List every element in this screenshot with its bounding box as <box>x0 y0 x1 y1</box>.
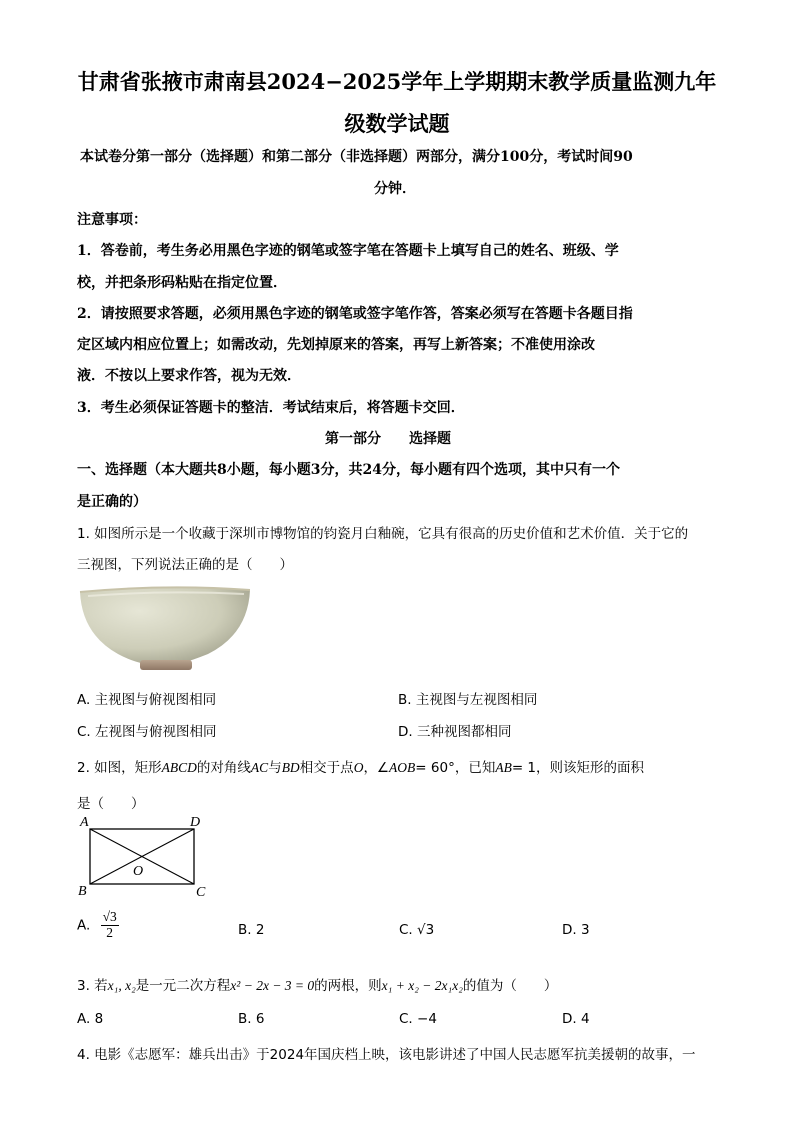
q3-text-2: 是一元二次方程 <box>135 978 231 994</box>
note-2-line-2: 定区域内相应位置上；如需改动，先划掉原来的答案，再写上新答案；不准使用涂改 <box>77 337 595 353</box>
note-3: 3．考生必须保证答题卡的整洁．考试结束后，将答题卡交回． <box>77 400 465 416</box>
note-2-line-3: 液．不按以上要求作答，视为无效． <box>77 368 301 384</box>
q3-option-c: C. −4 <box>399 1011 437 1027</box>
q3-stem <box>77 974 557 994</box>
q2-option-c: C. √3 <box>399 922 435 938</box>
q2-text-7: = 1，则该矩形的面积 <box>511 760 645 776</box>
q1-stem-line-2: 三视图，下列说法正确的是（ ） <box>77 557 293 573</box>
q2-text-6: = 60°，已知 <box>415 760 496 776</box>
q3-option-b: B. 6 <box>238 1011 265 1027</box>
q1-option-a: A. 主视图与俯视图相同 <box>77 692 217 708</box>
q2-option-a-numerator: √3 <box>102 909 117 924</box>
q2-option-b: B. 2 <box>238 922 265 938</box>
rectangle-diagram <box>72 812 212 902</box>
label-c: C <box>196 885 206 900</box>
q2-text-5: ，∠ <box>363 760 390 776</box>
intro-line-1: 本试卷分第一部分（选择题）和第二部分（非选择题）两部分，满分100分，考试时间90 <box>80 149 633 165</box>
q2-ac: AC <box>250 760 269 775</box>
label-o: O <box>133 864 144 879</box>
section-1-line-1: 一、选择题（本大题共8小题，每小题3分，共24分，每小题有四个选项，其中只有一个 <box>77 462 620 478</box>
bowl-photo <box>78 582 252 674</box>
q1-option-b: B. 主视图与左视图相同 <box>398 692 538 708</box>
label-d: D <box>190 815 201 830</box>
q1-option-d: D. 三种视图都相同 <box>398 724 512 740</box>
q2-ab: AB <box>495 760 512 775</box>
q3-equation: x² − 2x − 3 = 0 <box>230 978 315 993</box>
q3-expression: x₁ + x₂ − 2x₁x₂ <box>381 978 463 993</box>
section-1-line-2: 是正确的） <box>77 494 147 510</box>
q2-text-4: 相交于点 <box>299 760 354 776</box>
q3-option-a: A. 8 <box>77 1011 104 1027</box>
q2-option-a-fraction <box>101 910 119 941</box>
part-1-heading: 第一部分 选择题 <box>325 431 451 447</box>
q2-text-1: 2. 如图，矩形 <box>77 760 162 776</box>
title-line-1: 甘肃省张掖市肃南县2024−2025学年上学期期末教学质量监测九年 <box>77 69 717 94</box>
q3-vars: x₁, x₂ <box>107 978 136 993</box>
notes-heading: 注意事项： <box>77 212 147 228</box>
q2-o: O <box>353 760 364 775</box>
note-1-line-1: 1．答卷前，考生务必用黑色字迹的钢笔或签字笔在答题卡上填写自己的姓名、班级、学 <box>77 243 619 259</box>
title-line-2: 级数学试题 <box>344 111 450 136</box>
q4-stem-line-1: 4. 电影《志愿军：雄兵出击》于2024年国庆档上映，该电影讲述了中国人民志愿军抗美援朝的故事，一 <box>77 1047 696 1063</box>
q3-text-4: 的值为（ ） <box>462 978 558 994</box>
note-2-line-1: 2．请按照要求答题，必须用黑色字迹的钢笔或签字笔作答，答案必须写在答题卡各题目指 <box>77 306 633 322</box>
q2-stem-line-1 <box>77 756 644 776</box>
q2-text-2: 的对角线 <box>196 760 251 776</box>
label-b: B <box>78 884 87 899</box>
q3-text-1: 3. 若 <box>77 978 108 994</box>
q2-option-a <box>77 910 119 941</box>
q2-abcd: ABCD <box>161 760 197 775</box>
q2-aob: AOB <box>389 760 416 775</box>
label-a: A <box>80 815 89 830</box>
q2-option-a-label: A. <box>77 917 91 934</box>
note-1-line-2: 校，并把条形码粘贴在指定位置． <box>77 275 287 291</box>
q2-bd: BD <box>281 760 300 775</box>
q2-option-a-denominator: 2 <box>106 924 114 940</box>
q3-text-3: 的两根，则 <box>314 978 382 994</box>
q2-stem-line-2: 是（ ） <box>77 796 145 812</box>
q2-option-d: D. 3 <box>562 922 590 938</box>
q1-option-c: C. 左视图与俯视图相同 <box>77 724 217 740</box>
q3-option-d: D. 4 <box>562 1011 590 1027</box>
q1-stem-line-1: 1. 如图所示是一个收藏于深圳市博物馆的钧瓷月白釉碗，它具有很高的历史价值和艺术价值．关于它的 <box>77 526 689 542</box>
intro-line-2: 分钟． <box>374 181 416 197</box>
q2-text-3: 与 <box>268 760 282 776</box>
